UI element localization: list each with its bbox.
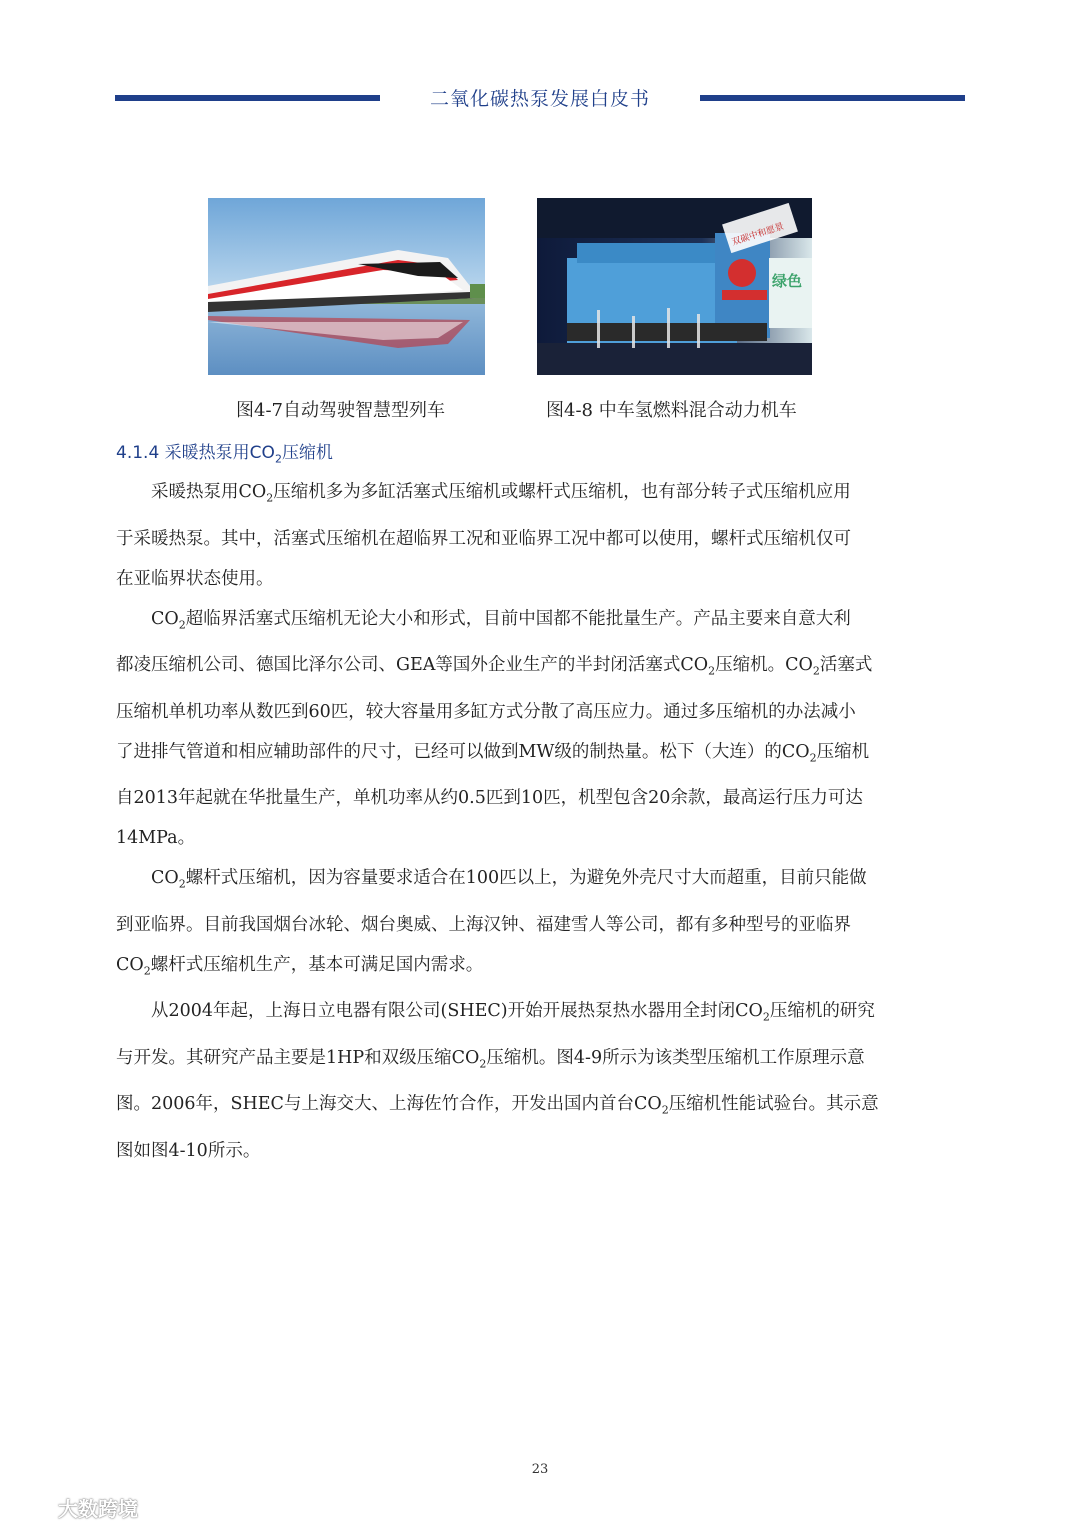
header-bar-left [115, 95, 380, 101]
watermark-text: 大数跨境 [58, 1496, 138, 1521]
text-segment: 压缩机单机功率从数匹到60匹，较大容量用多缸方式分散了高压应力。通过多压缩机的办法减小 [116, 701, 856, 722]
watermark [8, 1492, 138, 1522]
train-photo [208, 198, 485, 375]
text-segment: 与开发。其研究产品主要是1HP和双级压缩CO [116, 1047, 480, 1068]
paragraph-line [116, 472, 966, 519]
signage-text: 双碳中和愿景 [730, 221, 786, 249]
header-bar-right [700, 95, 965, 101]
paragraph-line [116, 945, 966, 992]
text-segment: CO [151, 608, 179, 629]
text-segment: 螺杆式压缩机，因为容量要求适合在100匹以上，为避免外壳尺寸大而超重，目前只能做 [185, 868, 867, 888]
section-number: 4.1.4 [116, 443, 160, 463]
subscript: 2 [143, 964, 151, 977]
subscript: 2 [178, 618, 186, 631]
text-segment: 从2004年起，上海日立电器有限公司(SHEC)开始开展热泵热水器用全封闭CO [151, 1001, 763, 1021]
subscript: 2 [812, 664, 820, 678]
paragraph [116, 858, 966, 991]
watermark-logo-icon [8, 1495, 52, 1519]
page-number: 23 [531, 1462, 549, 1477]
body-text [116, 472, 966, 1171]
paragraph-line [116, 858, 966, 905]
paragraph-line [116, 1131, 966, 1171]
text-segment: 了进排气管道和相应辅助部件的尺寸，已经可以做到MW级的制热量。松下（大连）的CO [116, 741, 810, 762]
paragraph-line [116, 732, 966, 779]
section-title-subscript: 2 [274, 452, 282, 466]
text-segment: 图如图4-10所示。 [116, 1140, 261, 1161]
paragraph-line [116, 599, 966, 646]
subscript: 2 [178, 877, 186, 891]
text-segment: 图。2006年，SHEC与上海交大、上海佐竹合作，开发出国内首台CO [116, 1094, 662, 1114]
subscript: 2 [266, 491, 274, 505]
text-segment: 压缩机多为多缸活塞式压缩机或螺杆式压缩机，也有部分转子式压缩机应用 [273, 482, 851, 502]
section-heading [116, 438, 333, 465]
text-segment: 自2013年起就在华批量生产，单机功率从约0.5匹到10匹，机型包含20余款，最高运行压力可达 [116, 788, 863, 808]
paragraph-line [116, 778, 966, 818]
logo-text: 绿色 [772, 272, 803, 290]
subscript: 2 [708, 664, 716, 678]
text-segment: 压缩机。CO [715, 655, 813, 675]
paragraph-line [116, 991, 966, 1038]
paragraph-line [116, 905, 966, 945]
paragraph-line [116, 645, 966, 692]
header-title: 二氧化碳热泵发展白皮书 [429, 88, 650, 110]
text-segment: 压缩机。图4-9所示为该类型压缩机工作原理示意 [486, 1047, 865, 1068]
text-segment: 活塞式 [819, 655, 873, 675]
locomotive-photo [537, 198, 812, 375]
text-segment: 到亚临界。目前我国烟台冰轮、烟台奥威、上海汉钟、福建雪人等公司，都有多种型号的亚临界 [116, 914, 851, 935]
paragraph [116, 991, 966, 1171]
figure-caption-4-7: 图4-7自动驾驶智慧型列车 [236, 400, 445, 421]
section-title-post: 压缩机 [281, 443, 333, 463]
text-segment: CO [116, 954, 144, 975]
subscript: 2 [809, 751, 817, 764]
text-segment: 螺杆式压缩机生产，基本可满足国内需求。 [150, 954, 484, 975]
paragraph [116, 472, 966, 599]
paragraph [116, 599, 966, 859]
text-segment: 在亚临界状态使用。 [116, 568, 274, 589]
paragraph-line [116, 692, 966, 732]
text-segment: 于采暖热泵。其中，活塞式压缩机在超临界工况和亚临界工况中都可以使用，螺杆式压缩机仅可 [116, 528, 851, 549]
paragraph-line [116, 1038, 966, 1085]
text-segment: 14MPa。 [116, 828, 196, 848]
paragraph-line [116, 519, 966, 559]
paragraph-line [116, 559, 966, 599]
text-segment: 采暖热泵用CO [151, 482, 267, 502]
subscript: 2 [479, 1057, 487, 1070]
figure-caption-4-8: 图4-8 中车氢燃料混合动力机车 [546, 400, 797, 421]
text-segment: CO [151, 868, 179, 888]
paragraph-line [116, 1084, 966, 1131]
section-title-pre: 采暖热泵用CO [164, 443, 275, 463]
subscript: 2 [762, 1010, 770, 1024]
text-segment: 压缩机的研究 [769, 1001, 875, 1021]
text-segment: 都凌压缩机公司、德国比泽尔公司、GEA等国外企业生产的半封闭活塞式CO [116, 655, 709, 675]
text-segment: 超临界活塞式压缩机无论大小和形式，目前中国都不能批量生产。产品主要来自意大利 [185, 608, 851, 629]
text-segment: 压缩机性能试验台。其示意 [668, 1094, 879, 1114]
text-segment: 压缩机 [816, 741, 870, 762]
paragraph-line [116, 818, 966, 858]
subscript: 2 [661, 1103, 669, 1117]
